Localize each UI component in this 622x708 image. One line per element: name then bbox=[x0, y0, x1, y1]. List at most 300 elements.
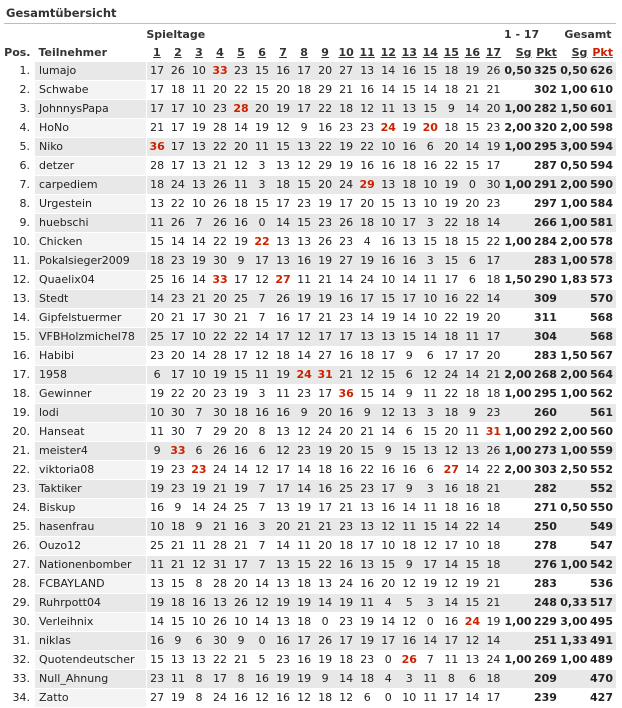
row-day-score: 23 bbox=[483, 195, 504, 214]
row-day-score: 21 bbox=[315, 271, 336, 290]
row-participant-name[interactable]: Null_Ahnung bbox=[35, 670, 147, 689]
row-day-score: 14 bbox=[188, 233, 209, 252]
row-day-score: 4 bbox=[357, 233, 378, 252]
row-day-score: 26 bbox=[209, 195, 230, 214]
header-day-2[interactable] bbox=[167, 44, 188, 62]
row-position: 21. bbox=[4, 442, 35, 461]
row-day-score: 16 bbox=[315, 480, 336, 499]
row-day-score: 23 bbox=[357, 119, 378, 138]
row-day-score: 17 bbox=[336, 632, 357, 651]
row-day-score: 11 bbox=[420, 689, 441, 708]
row-position: 29. bbox=[4, 594, 35, 613]
row-gesamt-sg bbox=[560, 309, 589, 328]
header-day-link[interactable]: 6 bbox=[258, 46, 266, 59]
header-day-link[interactable]: 17 bbox=[485, 46, 502, 59]
header-day-link[interactable]: 14 bbox=[422, 46, 438, 59]
row-day-score: 19 bbox=[146, 594, 167, 613]
row-day-score: 12 bbox=[273, 119, 294, 138]
table-row bbox=[4, 347, 616, 366]
table-row bbox=[4, 689, 616, 708]
row-pkt: 269 bbox=[534, 651, 560, 670]
row-day-score: 14 bbox=[399, 271, 420, 290]
row-position: 15. bbox=[4, 328, 35, 347]
row-day-score: 18 bbox=[483, 670, 504, 689]
header-day-1[interactable] bbox=[146, 44, 167, 62]
row-day-score: 18 bbox=[167, 518, 188, 537]
row-day-score: 6 bbox=[188, 632, 209, 651]
row-day-score: 14 bbox=[273, 214, 294, 233]
row-day-score: 25 bbox=[230, 499, 251, 518]
row-participant-name[interactable]: Chicken bbox=[35, 233, 147, 252]
header-day-link[interactable]: 4 bbox=[216, 46, 224, 59]
header-day-3[interactable] bbox=[188, 44, 209, 62]
row-pkt: 282 bbox=[534, 480, 560, 499]
row-day-score: 31 bbox=[209, 556, 230, 575]
row-sg: 1,50 bbox=[504, 271, 533, 290]
header-day-11[interactable] bbox=[357, 44, 378, 62]
row-day-score: 20 bbox=[378, 575, 399, 594]
row-day-score: 24 bbox=[294, 366, 315, 385]
header-day-4[interactable] bbox=[209, 44, 230, 62]
row-sg bbox=[504, 594, 533, 613]
header-sg-link[interactable]: Sg bbox=[515, 46, 532, 59]
row-day-score: 10 bbox=[188, 100, 209, 119]
row-day-score: 19 bbox=[188, 119, 209, 138]
row-day-score: 12 bbox=[252, 271, 273, 290]
row-day-score: 12 bbox=[230, 157, 251, 176]
header-day-link[interactable]: 7 bbox=[279, 46, 287, 59]
row-day-score: 16 bbox=[252, 670, 273, 689]
header-day-7[interactable] bbox=[273, 44, 294, 62]
row-day-score: 13 bbox=[273, 423, 294, 442]
row-day-score: 23 bbox=[209, 385, 230, 404]
row-day-score: 16 bbox=[230, 442, 251, 461]
row-day-score: 14 bbox=[462, 689, 483, 708]
row-participant-name[interactable]: meister4 bbox=[35, 442, 147, 461]
row-day-score: 17 bbox=[378, 632, 399, 651]
row-participant-name[interactable]: niklas bbox=[35, 632, 147, 651]
row-participant-name[interactable]: hasenfrau bbox=[35, 518, 147, 537]
row-day-score: 20 bbox=[188, 385, 209, 404]
row-day-score: 19 bbox=[315, 651, 336, 670]
row-day-score: 21 bbox=[209, 518, 230, 537]
row-sg: 1,00 bbox=[504, 613, 533, 632]
header-day-link[interactable]: 1 bbox=[153, 46, 161, 59]
row-day-score: 15 bbox=[462, 556, 483, 575]
row-day-score: 11 bbox=[420, 385, 441, 404]
row-day-score: 33 bbox=[209, 271, 230, 290]
header-day-13[interactable] bbox=[399, 44, 420, 62]
header-day-link[interactable]: 2 bbox=[174, 46, 182, 59]
row-gesamt-pkt: 427 bbox=[589, 689, 616, 708]
row-day-score: 21 bbox=[462, 81, 483, 100]
row-day-score: 12 bbox=[378, 404, 399, 423]
row-day-score: 11 bbox=[357, 594, 378, 613]
row-day-score: 14 bbox=[420, 81, 441, 100]
row-day-score: 23 bbox=[188, 461, 209, 480]
row-day-score: 15 bbox=[420, 233, 441, 252]
row-pkt: 283 bbox=[534, 575, 560, 594]
header-day-link[interactable]: 11 bbox=[359, 46, 375, 59]
row-participant-name[interactable]: lodi bbox=[35, 404, 147, 423]
row-day-score: 9 bbox=[462, 404, 483, 423]
row-day-score: 17 bbox=[357, 290, 378, 309]
row-day-score: 19 bbox=[294, 670, 315, 689]
header-day-link[interactable]: 15 bbox=[443, 46, 459, 59]
row-participant-name[interactable]: HoNo bbox=[35, 119, 147, 138]
row-day-score: 19 bbox=[315, 195, 336, 214]
row-participant-name[interactable]: Pokalsieger2009 bbox=[35, 252, 147, 271]
row-day-score: 6 bbox=[420, 138, 441, 157]
row-day-score: 18 bbox=[273, 347, 294, 366]
row-position: 9. bbox=[4, 214, 35, 233]
row-day-score: 20 bbox=[315, 176, 336, 195]
row-participant-name[interactable]: VFBHolzmichel78 bbox=[35, 328, 147, 347]
row-position: 23. bbox=[4, 480, 35, 499]
row-day-score: 16 bbox=[399, 62, 420, 81]
header-day-8[interactable] bbox=[294, 44, 315, 62]
row-day-score: 14 bbox=[315, 594, 336, 613]
row-participant-name[interactable]: FCBAYLAND bbox=[35, 575, 147, 594]
row-participant-name[interactable]: Stedt bbox=[35, 290, 147, 309]
row-day-score: 23 bbox=[336, 518, 357, 537]
header-day-5[interactable] bbox=[230, 44, 251, 62]
row-gesamt-sg: 3,00 bbox=[560, 613, 589, 632]
row-day-score: 28 bbox=[209, 347, 230, 366]
header-gesamt-sg-link[interactable]: Sg bbox=[571, 46, 588, 59]
row-day-score: 21 bbox=[167, 537, 188, 556]
row-gesamt-sg: 2,00 bbox=[560, 176, 589, 195]
row-day-score: 33 bbox=[167, 442, 188, 461]
row-participant-name[interactable]: 1958 bbox=[35, 366, 147, 385]
row-day-score: 31 bbox=[315, 366, 336, 385]
row-position: 27. bbox=[4, 556, 35, 575]
row-day-score: 14 bbox=[483, 214, 504, 233]
row-participant-name[interactable]: Quaelix04 bbox=[35, 271, 147, 290]
row-participant-name[interactable]: Gewinner bbox=[35, 385, 147, 404]
row-day-score: 21 bbox=[315, 518, 336, 537]
row-day-score: 13 bbox=[378, 176, 399, 195]
row-day-score: 22 bbox=[209, 651, 230, 670]
row-day-score: 14 bbox=[441, 594, 462, 613]
header-day-link[interactable]: 9 bbox=[321, 46, 329, 59]
row-day-score: 23 bbox=[294, 195, 315, 214]
row-day-score: 17 bbox=[167, 138, 188, 157]
row-position: 19. bbox=[4, 404, 35, 423]
row-day-score: 15 bbox=[252, 195, 273, 214]
table-row bbox=[4, 176, 616, 195]
header-day-link[interactable]: 8 bbox=[300, 46, 308, 59]
row-day-score: 14 bbox=[252, 613, 273, 632]
row-day-score: 18 bbox=[357, 214, 378, 233]
header-day-link[interactable]: 13 bbox=[401, 46, 417, 59]
row-day-score: 15 bbox=[399, 81, 420, 100]
header-day-link[interactable]: 5 bbox=[237, 46, 245, 59]
row-day-score: 19 bbox=[230, 480, 251, 499]
row-day-score: 13 bbox=[273, 252, 294, 271]
header-gesamt-pkt-link[interactable]: Pkt bbox=[592, 46, 613, 59]
row-day-score: 19 bbox=[146, 385, 167, 404]
row-pkt: 295 bbox=[534, 385, 560, 404]
table-row bbox=[4, 119, 616, 138]
row-gesamt-pkt: 601 bbox=[589, 100, 616, 119]
row-day-score: 19 bbox=[188, 480, 209, 499]
row-participant-name[interactable]: JohnnysPapa bbox=[35, 100, 147, 119]
row-day-score: 26 bbox=[336, 214, 357, 233]
row-day-score: 12 bbox=[294, 423, 315, 442]
row-pkt: 283 bbox=[534, 252, 560, 271]
header-gesamt-pkt[interactable] bbox=[589, 44, 616, 62]
row-sg: 1,00 bbox=[504, 100, 533, 119]
row-day-score: 23 bbox=[167, 290, 188, 309]
row-day-score: 25 bbox=[336, 480, 357, 499]
row-day-score: 19 bbox=[399, 119, 420, 138]
row-day-score: 17 bbox=[315, 385, 336, 404]
row-gesamt-pkt: 560 bbox=[589, 423, 616, 442]
row-participant-name[interactable]: Taktiker bbox=[35, 480, 147, 499]
row-participant-name[interactable]: lumajo bbox=[35, 62, 147, 81]
row-day-score: 17 bbox=[441, 537, 462, 556]
row-day-score: 21 bbox=[230, 309, 251, 328]
row-day-score: 19 bbox=[315, 442, 336, 461]
row-day-score: 3 bbox=[399, 670, 420, 689]
row-day-score: 13 bbox=[399, 404, 420, 423]
row-day-score: 10 bbox=[188, 328, 209, 347]
row-gesamt-sg: 0,50 bbox=[560, 157, 589, 176]
row-day-score: 6 bbox=[357, 689, 378, 708]
row-day-score: 17 bbox=[188, 309, 209, 328]
row-participant-name[interactable]: Verleihnix bbox=[35, 613, 147, 632]
header-name: Teilnehmer bbox=[38, 46, 108, 59]
row-position: 6. bbox=[4, 157, 35, 176]
header-day-6[interactable] bbox=[252, 44, 273, 62]
row-day-score: 17 bbox=[483, 689, 504, 708]
table-row bbox=[4, 81, 616, 100]
row-day-score: 14 bbox=[146, 613, 167, 632]
row-day-score: 18 bbox=[462, 214, 483, 233]
row-day-score: 8 bbox=[230, 670, 251, 689]
header-day-17[interactable] bbox=[483, 44, 504, 62]
row-day-score: 24 bbox=[441, 366, 462, 385]
row-gesamt-sg: 2,50 bbox=[560, 461, 589, 480]
row-day-score: 14 bbox=[441, 556, 462, 575]
row-gesamt-pkt: 594 bbox=[589, 157, 616, 176]
row-participant-name[interactable]: viktoria08 bbox=[35, 461, 147, 480]
row-day-score: 21 bbox=[230, 651, 251, 670]
row-day-score: 17 bbox=[146, 100, 167, 119]
row-day-score: 16 bbox=[273, 689, 294, 708]
row-day-score: 27 bbox=[441, 461, 462, 480]
row-day-score: 23 bbox=[167, 252, 188, 271]
row-sg bbox=[504, 328, 533, 347]
row-day-score: 14 bbox=[420, 328, 441, 347]
row-pkt: 325 bbox=[534, 62, 560, 81]
row-participant-name[interactable]: Habibi bbox=[35, 347, 147, 366]
row-gesamt-pkt: 536 bbox=[589, 575, 616, 594]
header-gesamt-sg[interactable] bbox=[560, 44, 589, 62]
row-day-score: 14 bbox=[399, 499, 420, 518]
row-day-score: 19 bbox=[315, 290, 336, 309]
row-day-score: 16 bbox=[441, 480, 462, 499]
row-pkt: 303 bbox=[534, 461, 560, 480]
row-day-score: 19 bbox=[146, 480, 167, 499]
row-gesamt-pkt: 567 bbox=[589, 347, 616, 366]
row-participant-name[interactable]: Nationenbomber bbox=[35, 556, 147, 575]
row-position: 14. bbox=[4, 309, 35, 328]
row-day-score: 20 bbox=[357, 195, 378, 214]
row-day-score: 15 bbox=[378, 195, 399, 214]
row-day-score: 0 bbox=[462, 176, 483, 195]
table-row bbox=[4, 195, 616, 214]
row-participant-name[interactable]: huebschi bbox=[35, 214, 147, 233]
header-day-15[interactable] bbox=[441, 44, 462, 62]
row-day-score: 13 bbox=[357, 62, 378, 81]
row-day-score: 16 bbox=[273, 632, 294, 651]
page-title: Gesamtübersicht bbox=[6, 6, 117, 20]
row-day-score: 22 bbox=[357, 138, 378, 157]
row-day-score: 15 bbox=[167, 613, 188, 632]
row-gesamt-sg bbox=[560, 290, 589, 309]
row-participant-name[interactable]: Niko bbox=[35, 138, 147, 157]
row-day-score: 14 bbox=[188, 347, 209, 366]
row-day-score: 20 bbox=[483, 100, 504, 119]
header-gesamt: Gesamt bbox=[564, 28, 612, 41]
header-pkt-link[interactable]: Pkt bbox=[536, 46, 557, 59]
row-participant-name[interactable]: Ouzo12 bbox=[35, 537, 147, 556]
row-position: 5. bbox=[4, 138, 35, 157]
header-day-16[interactable] bbox=[462, 44, 483, 62]
header-pkt[interactable] bbox=[534, 44, 560, 62]
header-pos: Pos. bbox=[4, 46, 31, 59]
row-day-score: 21 bbox=[483, 81, 504, 100]
row-gesamt-pkt: 552 bbox=[589, 480, 616, 499]
row-position: 13. bbox=[4, 290, 35, 309]
row-day-score: 19 bbox=[462, 309, 483, 328]
row-day-score: 11 bbox=[167, 670, 188, 689]
row-day-score: 6 bbox=[420, 461, 441, 480]
row-day-score: 22 bbox=[315, 138, 336, 157]
row-day-score: 27 bbox=[336, 62, 357, 81]
row-participant-name[interactable]: detzer bbox=[35, 157, 147, 176]
row-day-score: 19 bbox=[378, 309, 399, 328]
row-day-score: 7 bbox=[420, 651, 441, 670]
row-pkt: 250 bbox=[534, 518, 560, 537]
row-day-score: 18 bbox=[483, 499, 504, 518]
table-row bbox=[4, 480, 616, 499]
row-day-score: 16 bbox=[399, 252, 420, 271]
row-day-score: 26 bbox=[167, 62, 188, 81]
row-sg bbox=[504, 499, 533, 518]
row-day-score: 15 bbox=[273, 138, 294, 157]
header-sg[interactable] bbox=[504, 44, 533, 62]
row-day-score: 18 bbox=[315, 461, 336, 480]
header-day-10[interactable] bbox=[336, 44, 357, 62]
row-day-score: 17 bbox=[230, 347, 251, 366]
row-day-score: 3 bbox=[252, 176, 273, 195]
row-day-score: 36 bbox=[336, 385, 357, 404]
header-day-link[interactable]: 16 bbox=[464, 46, 480, 59]
row-gesamt-pkt: 581 bbox=[589, 214, 616, 233]
row-day-score: 21 bbox=[336, 81, 357, 100]
row-day-score: 26 bbox=[209, 442, 230, 461]
row-day-score: 17 bbox=[420, 556, 441, 575]
header-day-link[interactable]: 12 bbox=[380, 46, 396, 59]
row-day-score: 17 bbox=[230, 271, 251, 290]
row-day-score: 16 bbox=[378, 252, 399, 271]
row-participant-name[interactable]: carpediem bbox=[35, 176, 147, 195]
row-day-score: 13 bbox=[357, 556, 378, 575]
row-position: 31. bbox=[4, 632, 35, 651]
row-day-score: 4 bbox=[378, 594, 399, 613]
header-day-9[interactable] bbox=[315, 44, 336, 62]
row-day-score: 17 bbox=[273, 480, 294, 499]
row-day-score: 17 bbox=[294, 309, 315, 328]
row-day-score: 14 bbox=[420, 632, 441, 651]
row-gesamt-pkt: 570 bbox=[589, 290, 616, 309]
header-day-12[interactable] bbox=[378, 44, 399, 62]
row-day-score: 20 bbox=[230, 138, 251, 157]
row-participant-name[interactable]: Ruhrpott04 bbox=[35, 594, 147, 613]
row-day-score: 25 bbox=[230, 290, 251, 309]
row-day-score: 10 bbox=[378, 271, 399, 290]
row-position: 12. bbox=[4, 271, 35, 290]
row-day-score: 19 bbox=[357, 613, 378, 632]
row-day-score: 16 bbox=[273, 309, 294, 328]
table-row bbox=[4, 328, 616, 347]
header-day-14[interactable] bbox=[420, 44, 441, 62]
row-day-score: 17 bbox=[441, 632, 462, 651]
row-day-score: 15 bbox=[357, 385, 378, 404]
row-day-score: 5 bbox=[252, 651, 273, 670]
row-day-score: 17 bbox=[294, 62, 315, 81]
header-day-link[interactable]: 10 bbox=[338, 46, 354, 59]
row-day-score: 9 bbox=[294, 119, 315, 138]
row-day-score: 20 bbox=[252, 100, 273, 119]
row-participant-name[interactable]: Biskup bbox=[35, 499, 147, 518]
row-day-score: 9 bbox=[399, 347, 420, 366]
table-row bbox=[4, 442, 616, 461]
row-day-score: 13 bbox=[378, 328, 399, 347]
row-participant-name[interactable]: Gipfelstuermer bbox=[35, 309, 147, 328]
row-day-score: 13 bbox=[399, 233, 420, 252]
row-position: 16. bbox=[4, 347, 35, 366]
row-participant-name[interactable]: Hanseat bbox=[35, 423, 147, 442]
row-day-score: 20 bbox=[315, 537, 336, 556]
row-participant-name[interactable]: Urgestein bbox=[35, 195, 147, 214]
row-day-score: 6 bbox=[399, 423, 420, 442]
row-day-score: 0 bbox=[378, 689, 399, 708]
row-day-score: 9 bbox=[441, 100, 462, 119]
row-day-score: 17 bbox=[441, 271, 462, 290]
row-day-score: 25 bbox=[146, 328, 167, 347]
row-day-score: 19 bbox=[209, 366, 230, 385]
row-day-score: 8 bbox=[188, 575, 209, 594]
row-day-score: 13 bbox=[273, 233, 294, 252]
row-day-score: 14 bbox=[378, 81, 399, 100]
header-day-link[interactable]: 3 bbox=[195, 46, 203, 59]
header-range: 1 - 17 bbox=[504, 28, 540, 41]
row-day-score: 13 bbox=[462, 442, 483, 461]
row-day-score: 10 bbox=[146, 404, 167, 423]
row-participant-name[interactable]: Zatto bbox=[35, 689, 147, 708]
row-sg bbox=[504, 537, 533, 556]
row-participant-name[interactable]: Quotendeutscher bbox=[35, 651, 147, 670]
row-day-score: 15 bbox=[462, 119, 483, 138]
row-participant-name[interactable]: Schwabe bbox=[35, 81, 147, 100]
row-day-score: 22 bbox=[357, 461, 378, 480]
row-day-score: 22 bbox=[167, 195, 188, 214]
row-day-score: 20 bbox=[336, 442, 357, 461]
